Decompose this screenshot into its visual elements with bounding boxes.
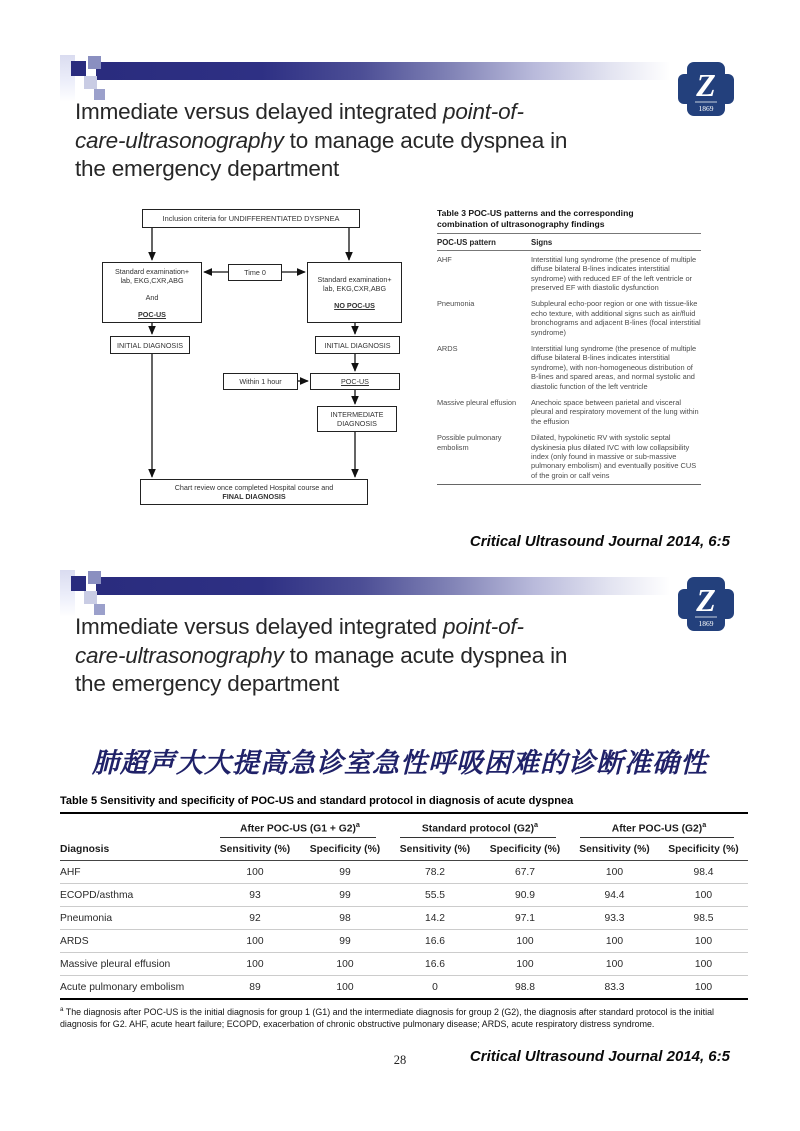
ornament-square-light	[84, 76, 97, 89]
flowchart-box-time0: Time 0	[228, 264, 282, 281]
flowchart-box-inclusion: Inclusion criteria for UNDIFFERENTIATED DYSPNEA	[142, 209, 360, 228]
title-line-3: the emergency department	[75, 156, 340, 181]
title-line-1: Immediate versus delayed integrated point-of-	[75, 614, 524, 639]
chinese-key-message: 肺超声大大提高急诊室急性呼吸困难的诊断准确性	[92, 748, 708, 778]
group-after-pocus-g1g2: After POC-US $(G1 + G2)^a$	[210, 814, 390, 838]
logo-letter: Z	[696, 67, 716, 103]
journal-citation-slide2: Critical Ultrasound Journal 2014, 6:5	[469, 1048, 730, 1065]
table5-title: Table 5 Sensitivity and specificity of POC-US and standard protocol in diagnosis of acute dyspnea	[60, 795, 748, 814]
title-line-1: Immediate versus delayed integrated point-of-	[75, 99, 524, 124]
title-line-3: the emergency department	[75, 671, 340, 696]
journal-citation-slide1: Critical Ultrasound Journal 2014, 6:5	[469, 533, 730, 550]
table-row: AHF Interstitial lung syndrome (the presence of multiple diffuse bilateral B-lines indicates interstitial syndrome) with reduced EF of the left ventricle or preserved EF with diastolic dysfunction	[437, 254, 697, 292]
table-row: Acute pulmonary embolism 89 100 0 98.8 83.3 100	[60, 976, 748, 1000]
table3-col-signs: Signs	[531, 234, 701, 251]
flowchart-box-pocus-arm: Standard examination+ lab, EKG,CXR,ABG And POC-US	[102, 262, 202, 323]
table5-footnote: $^a$ The diagnosis after POC-US is the initial diagnosis for group 1 (G1) and the intermediate diagnosis for group 2 (G2), the diagnosis after standard protocol is the initial diagnosis for G2. AHF, acute heart failure; ECOPD, exacerbation of chronic obstructive pulmonary disease; ARDS, acute respiratory distress syndrome.	[60, 1006, 714, 1029]
slide2-title	[75, 613, 640, 699]
flowchart-arrows	[95, 205, 417, 517]
group-standard-protocol-g2: Standard protocol $(G2)^a$	[390, 814, 570, 838]
society-logo	[678, 62, 734, 116]
table-row: Pneumonia 92 98 14.2 97.1 93.3 98.5	[60, 907, 748, 930]
table5-sensitivity-specificity	[60, 795, 748, 1031]
table-row: Massive pleural effusion 100 100 16.6 100 100 100	[60, 953, 748, 976]
table-row: AHF 100 99 78.2 67.7 100 98.4	[60, 861, 748, 884]
title-line-2: care-ultrasonography to manage acute dyspnea in	[75, 127, 568, 153]
logo-badge-icon	[678, 577, 734, 631]
logo-badge-icon	[678, 62, 734, 116]
flowchart-box-intermediate-diagnosis: INTERMEDIATE DIAGNOSIS	[317, 406, 397, 432]
header-gradient-bar	[96, 62, 688, 80]
header-ornament	[60, 50, 720, 102]
table-row: Possible pulmonary embolism Dilated, hypokinetic RV with systolic septal dyskinesia plus dilated IVC with low collapsibility index (only found in massive or sub-massive pulmonary embolism) and eventually positive CUS of the groin or calf veins	[437, 433, 697, 480]
flowchart-box-pocus-delayed: POC-US	[310, 373, 400, 390]
group-after-pocus-g2: After POC-US $(G2)^a$	[570, 814, 748, 838]
title-line-2: care-ultrasonography to manage acute dyspnea in	[75, 642, 568, 668]
diagnosis-header: Diagnosis	[60, 838, 210, 861]
ornament-square-dark	[71, 61, 86, 76]
table-row: ARDS Interstitial lung syndrome (the presence of multiple diffuse bilateral B-lines indicates interstitial syndrome), with non-homogeneous distribution of B-lines and spared areas, and normal systolic and diastolic function of the left ventricle	[437, 343, 697, 391]
flowchart-box-initial-diagnosis-left: INITIAL DIAGNOSIS	[110, 336, 190, 354]
header-gradient-bar	[96, 577, 688, 595]
slide1-title	[75, 98, 640, 184]
table-row: Pneumonia Subpleural echo-poor region or one with tissue-like echo texture, with additional signs such as air/fluid bronchograms and adjacent B-lines (focal interstitial syndrome)	[437, 299, 701, 337]
society-logo-2	[678, 577, 734, 631]
ornament-square-light	[84, 591, 97, 604]
logo-year: 1869	[698, 104, 714, 113]
page-number: 28	[393, 1053, 407, 1067]
logo-letter: Z	[696, 582, 716, 618]
table5-subheader-row: Diagnosis Sensitivity (%) Specificity (%) Sensitivity (%) Specificity (%) Sensitivity (%) Specificity (%)	[60, 838, 748, 861]
table3-title: Table 3 POC-US patterns and the corresponding combination of ultrasonography findings	[437, 208, 634, 229]
flowchart-box-no-pocus-arm: Standard examination+ lab, EKG,CXR,ABG NO POC-US	[307, 262, 402, 323]
table-row: ECOPD/asthma 93 99 55.5 90.9 94.4 100	[60, 884, 748, 907]
flowchart-box-within-1-hour: Within 1 hour	[223, 373, 298, 390]
table3-col-pattern: POC-US pattern	[437, 234, 531, 251]
flowchart-box-initial-diagnosis-right: INITIAL DIAGNOSIS	[315, 336, 400, 354]
table-row: ARDS 100 99 16.6 100 100 100	[60, 930, 748, 953]
ornament-square-mid	[88, 571, 101, 584]
table-row: Massive pleural effusion Anechoic space between parietal and visceral pleural and respiratory movement of the lung within the effusion	[437, 397, 699, 426]
ornament-square-dark	[71, 576, 86, 591]
logo-year: 1869	[698, 619, 714, 628]
study-flowchart	[95, 205, 417, 517]
table5-group-header-row	[60, 814, 748, 838]
table3-header-row	[437, 234, 701, 251]
ornament-square-mid	[88, 56, 101, 69]
flowchart-box-final-diagnosis: Chart review once completed Hospital course and FINAL DIAGNOSIS	[140, 479, 368, 505]
table3-pocus-patterns	[437, 208, 701, 485]
header-ornament-2	[60, 565, 720, 617]
